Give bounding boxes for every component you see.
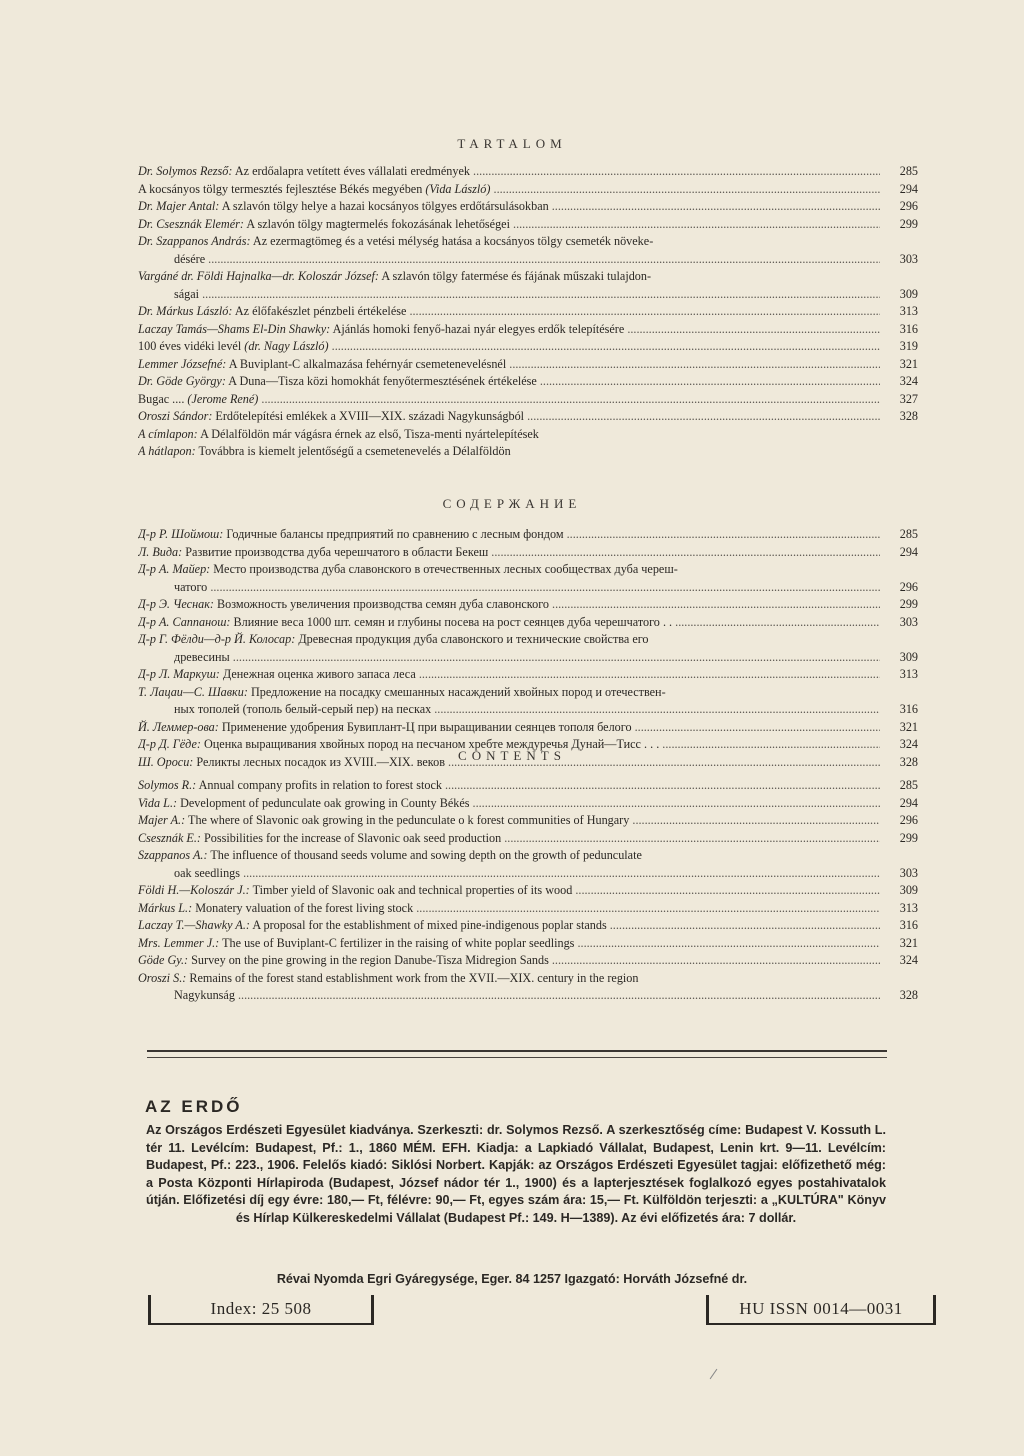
toc-entry-line bbox=[138, 970, 918, 988]
toc-title: Bugac .... bbox=[138, 391, 185, 406]
toc-entry bbox=[138, 426, 918, 444]
toc-title: Az erdőalapra vetített éves vállalati eredmények bbox=[234, 164, 470, 178]
toc-entry bbox=[138, 408, 918, 426]
toc-entry-line bbox=[138, 303, 918, 321]
toc-page-number: 324 bbox=[899, 953, 918, 967]
toc-entry-line bbox=[138, 321, 918, 339]
toc-author: Dr. Szappanos András: bbox=[138, 234, 251, 248]
toc-entry-line bbox=[138, 684, 918, 702]
toc-page-number: 285 bbox=[899, 164, 918, 178]
separator-rule-bottom bbox=[147, 1057, 887, 1058]
toc-title-continuation: чатого ..... bbox=[138, 579, 880, 597]
toc-page-number: 296 bbox=[899, 199, 918, 213]
toc-page-number: 303 bbox=[899, 251, 918, 266]
toc-entry-line bbox=[138, 373, 918, 391]
toc-title: Влияние веса 1000 шт. семян и глубины посева на рост сеянцев дуба черешчатого . . bbox=[233, 614, 673, 629]
toc-entry-body bbox=[138, 847, 918, 865]
toc-author: (Jerome René) bbox=[187, 391, 259, 406]
toc-page-number: 319 bbox=[899, 339, 918, 353]
toc-entry bbox=[138, 812, 918, 830]
toc-author: Dr. Majer Antal: bbox=[138, 199, 220, 213]
toc-author: Földi H.—Koloszár J.: bbox=[138, 883, 250, 897]
toc-author: (dr. Nagy László) bbox=[244, 339, 329, 353]
toc-entry-line bbox=[138, 777, 918, 795]
toc-entry-body bbox=[138, 373, 880, 391]
toc-author: Mrs. Lemmer J.: bbox=[138, 935, 220, 950]
toc-author: Ш. Ороси: bbox=[138, 754, 194, 769]
toc-entry-line bbox=[138, 952, 918, 970]
toc-title: A szlavón tölgy helye a hazai kocsányos tölgyes erdőtársulásokban bbox=[221, 199, 549, 213]
toc-page-number: 309 bbox=[899, 286, 918, 301]
toc-title: Реликты лесных посадок из XVIII.—XIX. веков bbox=[196, 754, 445, 769]
toc-entry-line bbox=[138, 163, 918, 181]
toc-entry-line bbox=[138, 596, 918, 614]
toc-entry bbox=[138, 631, 918, 666]
toc-author: Vargáné dr. Földi Hajnalka—dr. Koloszár József: bbox=[138, 269, 379, 283]
toc-entry bbox=[138, 596, 918, 614]
toc-title: Годичные балансы предприятий по сравнению с лесным фондом bbox=[226, 527, 564, 541]
toc-entry-body bbox=[138, 216, 880, 234]
toc-page-number: 299 bbox=[899, 597, 918, 611]
toc-author: Solymos R.: bbox=[138, 778, 197, 792]
toc-entry bbox=[138, 935, 918, 953]
toc-page-number: 327 bbox=[899, 391, 918, 406]
toc-page-number: 324 bbox=[899, 374, 918, 388]
toc-entry-body bbox=[138, 795, 880, 813]
toc-title: Применение удобрения Бувиплант-Ц при выращивании сеянцев тополя белого bbox=[221, 719, 632, 734]
toc-author: Oroszi Sándor: bbox=[138, 409, 213, 423]
toc-author: Т. Лацаи—С. Шавки: bbox=[138, 684, 248, 699]
contents-heading: CONTENTS bbox=[458, 748, 566, 763]
toc-entry-line bbox=[138, 233, 918, 251]
toc-entry-body bbox=[138, 303, 880, 321]
toc-entry-line bbox=[138, 338, 918, 356]
toc-title: Az ezermagtömeg és a vetési mélység hatása a kocsányos tölgy csemeték növeke- bbox=[252, 234, 654, 248]
toc-entry bbox=[138, 614, 918, 632]
toc-entry-body bbox=[138, 666, 880, 684]
toc-entry bbox=[138, 847, 918, 882]
toc-title: A kocsányos tölgy termesztés fejlesztése Békés megyében bbox=[138, 181, 423, 196]
toc-title: Development of pedunculate oak growing in County Békés bbox=[180, 795, 470, 810]
toc-entry bbox=[138, 356, 918, 374]
toc-entry bbox=[138, 561, 918, 596]
toc-entry-body bbox=[138, 952, 880, 970]
toc-author: Dr. Solymos Rezső: bbox=[138, 164, 233, 178]
toc-entry bbox=[138, 268, 918, 303]
toc-title: The where of Slavonic oak growing in the pedunculate o k forest communities of Hungary bbox=[188, 813, 630, 827]
toc-entry bbox=[138, 443, 918, 461]
toc-entry-line bbox=[138, 408, 918, 426]
toc-author: Göde Gy.: bbox=[138, 953, 189, 967]
toc-entry-body bbox=[138, 900, 880, 918]
toc-entry bbox=[138, 917, 918, 935]
toc-author: Д-р Л. Маркуш: bbox=[138, 667, 220, 681]
toc-entry bbox=[138, 233, 918, 268]
toc-title: Monatery valuation of the forest living stock bbox=[195, 900, 414, 915]
toc-entry bbox=[138, 526, 918, 544]
toc-entry-line bbox=[138, 216, 918, 234]
toc-entry-line bbox=[138, 830, 918, 848]
stray-mark bbox=[710, 1369, 718, 1379]
toc-title: The influence of thousand seeds volume and sowing depth on the growth of pedunculate bbox=[210, 848, 642, 862]
toc-entry bbox=[138, 198, 918, 216]
toc-author: Lemmer Józsefné: bbox=[138, 356, 227, 371]
toc-author: Й. Леммер-ова: bbox=[138, 719, 219, 734]
toc-author: Д-р Р. Шоймош: bbox=[138, 527, 224, 541]
toc-page-number: 316 bbox=[899, 918, 918, 932]
toc-entry-line bbox=[138, 544, 918, 562]
toc-entry-line bbox=[138, 719, 918, 737]
toc-entry-line bbox=[138, 286, 918, 304]
toc-entry-line bbox=[138, 526, 918, 544]
toc-author: Márkus L.: bbox=[138, 900, 193, 915]
toc-entry-line bbox=[138, 391, 918, 409]
toc-entry-line bbox=[138, 649, 918, 667]
toc-entry-body bbox=[138, 684, 918, 702]
toc-page-number: 313 bbox=[899, 900, 918, 915]
toc-entry-body bbox=[138, 181, 880, 199]
toc-author: Szappanos A.: bbox=[138, 848, 208, 862]
toc-page-number: 303 bbox=[899, 614, 918, 629]
toc-entry bbox=[138, 163, 918, 181]
toc-entry-line bbox=[138, 865, 918, 883]
toc-entry-body bbox=[138, 719, 880, 737]
toc-entry bbox=[138, 882, 918, 900]
tartalom-list bbox=[138, 163, 918, 461]
toc-entry-body bbox=[138, 356, 880, 374]
toc-entry bbox=[138, 900, 918, 918]
toc-entry-line bbox=[138, 579, 918, 597]
toc-entry-body bbox=[138, 631, 918, 649]
toc-title: A Duna—Tisza közi homokhát fenyőtermesztésének értékelése bbox=[228, 374, 537, 388]
toc-title: Денежная оценка живого запаса леса bbox=[222, 667, 416, 681]
toc-title: Предложение на посадку смешанных насаждений хвойных пород и отечествен- bbox=[250, 684, 666, 699]
toc-entry-body bbox=[138, 233, 918, 251]
toc-entry bbox=[138, 338, 918, 356]
toc-title: Survey on the pine growing in the region Danube-Tisza Midregion Sands bbox=[191, 953, 549, 967]
toc-author: (Vida László) bbox=[425, 181, 491, 196]
toc-author: Oroszi S.: bbox=[138, 970, 187, 985]
toc-title: Ajánlás homoki fenyő-hazai nyár elegyes erdők telepítésére bbox=[332, 321, 625, 336]
toc-entry-body bbox=[138, 443, 918, 461]
toc-entry-body bbox=[138, 526, 880, 544]
toc-entry bbox=[138, 181, 918, 199]
toc-title: Оценка выращивания хвойных пород на песчаном хребте междуречья Дунай—Тисс . . . bbox=[203, 737, 660, 751]
toc-entry-line bbox=[138, 666, 918, 684]
toc-title: Место производства дуба славонского в отечественных лесных сообществах дуба череш- bbox=[213, 562, 678, 576]
toc-title: Továbbra is kiemelt jelentőségű a csemetenevelés a Délalföldön bbox=[198, 444, 511, 458]
toc-author: Vida L.: bbox=[138, 795, 178, 810]
toc-entry-line bbox=[138, 443, 918, 461]
toc-page-number: 313 bbox=[899, 667, 918, 681]
toc-entry-line bbox=[138, 614, 918, 632]
toc-page-number: 328 bbox=[899, 754, 918, 769]
toc-entry-body bbox=[138, 163, 880, 181]
toc-entry-body bbox=[138, 777, 880, 795]
journal-title: AZ ERDŐ bbox=[145, 1097, 243, 1116]
toc-page-number: 296 bbox=[899, 813, 918, 827]
toc-page-number: 294 bbox=[899, 181, 918, 196]
toc-entry-body bbox=[138, 321, 880, 339]
toc-page-number: 321 bbox=[899, 356, 918, 371]
toc-title: Возможность увеличения производства семян дуба славонского bbox=[217, 597, 549, 611]
toc-entry-line bbox=[138, 987, 918, 1005]
toc-title: Annual company profits in relation to forest stock bbox=[198, 778, 442, 792]
toc-author: Д-р Г. Фёлди—д-р Й. Колосар: bbox=[138, 632, 296, 646]
toc-entry-line bbox=[138, 935, 918, 953]
index-box: Index: 25 508 bbox=[148, 1295, 374, 1325]
issn-box: HU ISSN 0014—0031 bbox=[706, 1295, 936, 1325]
toc-entry-line bbox=[138, 847, 918, 865]
toc-entry bbox=[138, 373, 918, 391]
toc-entry-line bbox=[138, 181, 918, 199]
toc-title: A szlavón tölgy fatermése és fájának műszaki tulajdon- bbox=[381, 269, 652, 283]
toc-title: A szlavón tölgy magtermelés fokozásának lehetőségei bbox=[246, 216, 510, 231]
toc-author: Dr. Göde György: bbox=[138, 374, 226, 388]
toc-author: A címlapon: bbox=[138, 426, 198, 441]
toc-page-number: 321 bbox=[899, 719, 918, 734]
printer-line: Révai Nyomda Egri Gyáregysége, Eger. 84 1257 Igazgató: Horváth Józsefné dr. bbox=[276, 1272, 748, 1286]
toc-entry bbox=[138, 970, 918, 1005]
toc-title-continuation: древесины ..... bbox=[138, 649, 880, 667]
toc-page-number: 316 bbox=[899, 321, 918, 336]
toc-entry-line bbox=[138, 795, 918, 813]
toc-title: Erdőtelepítési emlékek a XVIII—XIX. századi Nagykunságból bbox=[215, 409, 525, 423]
toc-entry-line bbox=[138, 356, 918, 374]
toc-entry-line bbox=[138, 882, 918, 900]
toc-title: A Délalföldön már vágásra érnek az első, Tisza-menti nyártelepítések bbox=[200, 426, 539, 441]
toc-entry bbox=[138, 321, 918, 339]
toc-author: A hátlapon: bbox=[138, 444, 196, 458]
toc-entry-body bbox=[138, 391, 880, 409]
toc-entry-body bbox=[138, 935, 880, 953]
toc-entry-line bbox=[138, 812, 918, 830]
toc-entry bbox=[138, 952, 918, 970]
toc-entry-line bbox=[138, 631, 918, 649]
toc-title-continuation: ных тополей (тополь белый-серый пер) на песках ..... bbox=[138, 701, 880, 719]
toc-entry bbox=[138, 391, 918, 409]
toc-entry-body bbox=[138, 408, 880, 426]
toc-author: Л. Вида: bbox=[138, 544, 183, 559]
toc-title: Remains of the forest stand establishment work from the XVII.—XIX. century in the region bbox=[189, 970, 639, 985]
toc-entry-body bbox=[138, 596, 880, 614]
toc-entry-line bbox=[138, 900, 918, 918]
toc-entry-body bbox=[138, 426, 918, 444]
toc-page-number: 285 bbox=[899, 527, 918, 541]
toc-entry bbox=[138, 303, 918, 321]
toc-entry-body bbox=[138, 614, 880, 632]
toc-title: Развитие производства дуба черешчатого в области Бекеш bbox=[185, 544, 489, 559]
toc-author: Majer A.: bbox=[138, 813, 186, 827]
imprint-text: Az Országos Erdészeti Egyesület kiadványa. Szerkeszti: dr. Solymos Rezső. A szerkesztőség címe: Budapest V. Kossuth L. tér 11. Levélcím: Budapest, Pf.: 1., 1860 MÉM. EFH. Kiadja: a Lapkiadó Vállalat, Budapest, Lenin krt. 9—11. Levélcím: Budapest, Pf.: 223., 1906. Felelős kiadó: Siklósi Norbert. Kapják: az Országos Erdészeti Egyesület tagjai: előfizethető még: a Posta Központi Hírlapiroda (Budapest, József nádor tér 1., 1900) és a lapterjesztések foglalkozó egyes postahivatalok útján. Előfizetési díj egy évre: 180,— Ft, félévre: 90,— Ft, egyes szám ára: 15,— Ft. Külföldön terjeszti: a „KULTÚRA" Könyv és Hírlap Külkereskedelmi Vállalat (Budapest Pf.: 149. H—1389). Az évi előfizetés ára: 7 dollár. bbox=[146, 1123, 886, 1225]
toc-entry bbox=[138, 719, 918, 737]
toc-entry-body bbox=[138, 561, 918, 579]
toc-page-number: 324 bbox=[899, 737, 918, 751]
contents-list bbox=[138, 777, 918, 1005]
toc-entry-line bbox=[138, 268, 918, 286]
toc-title: A Buviplant-C alkalmazása fehérnyár csemetenevelésnél bbox=[228, 356, 507, 371]
toc-entry-body bbox=[138, 830, 880, 848]
toc-page-number: 328 bbox=[899, 409, 918, 423]
toc-page-number: 299 bbox=[899, 216, 918, 231]
toc-entry bbox=[138, 544, 918, 562]
toc-entry bbox=[138, 830, 918, 848]
toc-entry bbox=[138, 777, 918, 795]
toc-title: Az élőfakészlet pénzbeli értékelése bbox=[234, 304, 407, 318]
toc-title: Timber yield of Slavonic oak and technical properties of its wood bbox=[252, 883, 573, 897]
toc-page-number: 285 bbox=[899, 778, 918, 792]
toc-entry bbox=[138, 666, 918, 684]
soderzhanie-list bbox=[138, 526, 918, 771]
toc-entry-body bbox=[138, 812, 880, 830]
soderzhanie-heading: СОДЕРЖАНИЕ bbox=[442, 496, 582, 511]
toc-title-continuation: désére ..... bbox=[138, 251, 880, 269]
toc-page-number: 313 bbox=[899, 304, 918, 318]
toc-entry-body bbox=[138, 544, 880, 562]
toc-page-number: 296 bbox=[899, 579, 918, 594]
toc-page-number: 294 bbox=[899, 795, 918, 810]
toc-author: Dr. Márkus László: bbox=[138, 304, 233, 318]
toc-title: Possibilities for the increase of Slavonic oak seed production bbox=[204, 830, 502, 845]
toc-page-number: 294 bbox=[899, 544, 918, 559]
toc-author: Laczay T.—Shawky A.: bbox=[138, 918, 250, 932]
toc-title-continuation: ságai ..... bbox=[138, 286, 880, 304]
toc-page-number: 328 bbox=[899, 988, 918, 1002]
toc-entry bbox=[138, 216, 918, 234]
toc-page-number: 303 bbox=[899, 865, 918, 880]
toc-entry-line bbox=[138, 251, 918, 269]
toc-author: Д-р А. Майер: bbox=[138, 562, 211, 576]
toc-title: A proposal for the establishment of mixed pine-indigenous poplar stands bbox=[252, 918, 607, 932]
toc-entry-body bbox=[138, 338, 880, 356]
toc-title: 100 éves vidéki levél bbox=[138, 339, 242, 353]
toc-author: Dr. Csesznák Elemér: bbox=[138, 216, 244, 231]
toc-entry-line bbox=[138, 561, 918, 579]
toc-author: Д-р Э. Чеснак: bbox=[138, 597, 214, 611]
toc-entry-body bbox=[138, 917, 880, 935]
toc-author: Д-р Д. Гёде: bbox=[138, 737, 201, 751]
toc-page-number: 299 bbox=[899, 830, 918, 845]
toc-page-number: 316 bbox=[899, 702, 918, 716]
toc-entry-line bbox=[138, 426, 918, 444]
toc-entry-line bbox=[138, 701, 918, 719]
toc-title: Древесная продукция дуба славонского и технические свойства его bbox=[298, 632, 649, 646]
toc-page-number: 309 bbox=[899, 883, 918, 897]
toc-page-number: 321 bbox=[899, 935, 918, 950]
toc-entry-line bbox=[138, 917, 918, 935]
toc-entry bbox=[138, 684, 918, 719]
toc-title-continuation: Nagykunság ..... bbox=[138, 987, 880, 1005]
toc-page-number: 309 bbox=[899, 649, 918, 664]
toc-title-continuation: oak seedlings ..... bbox=[138, 865, 880, 883]
toc-title: The use of Buviplant-C fertilizer in the raising of white poplar seedlings bbox=[222, 935, 575, 950]
toc-author: Laczay Tamás—Shams El-Din Shawky: bbox=[138, 321, 331, 336]
toc-entry-body bbox=[138, 268, 918, 286]
toc-entry-body bbox=[138, 198, 880, 216]
toc-entry bbox=[138, 795, 918, 813]
toc-entry-body bbox=[138, 882, 880, 900]
separator-rule-top bbox=[147, 1050, 887, 1052]
tartalom-heading: TARTALOM bbox=[457, 136, 567, 151]
toc-author: Csesznák E.: bbox=[138, 830, 201, 845]
toc-entry-line bbox=[138, 198, 918, 216]
toc-entry-body bbox=[138, 970, 918, 988]
toc-author: Д-р А. Саппанош: bbox=[138, 614, 231, 629]
